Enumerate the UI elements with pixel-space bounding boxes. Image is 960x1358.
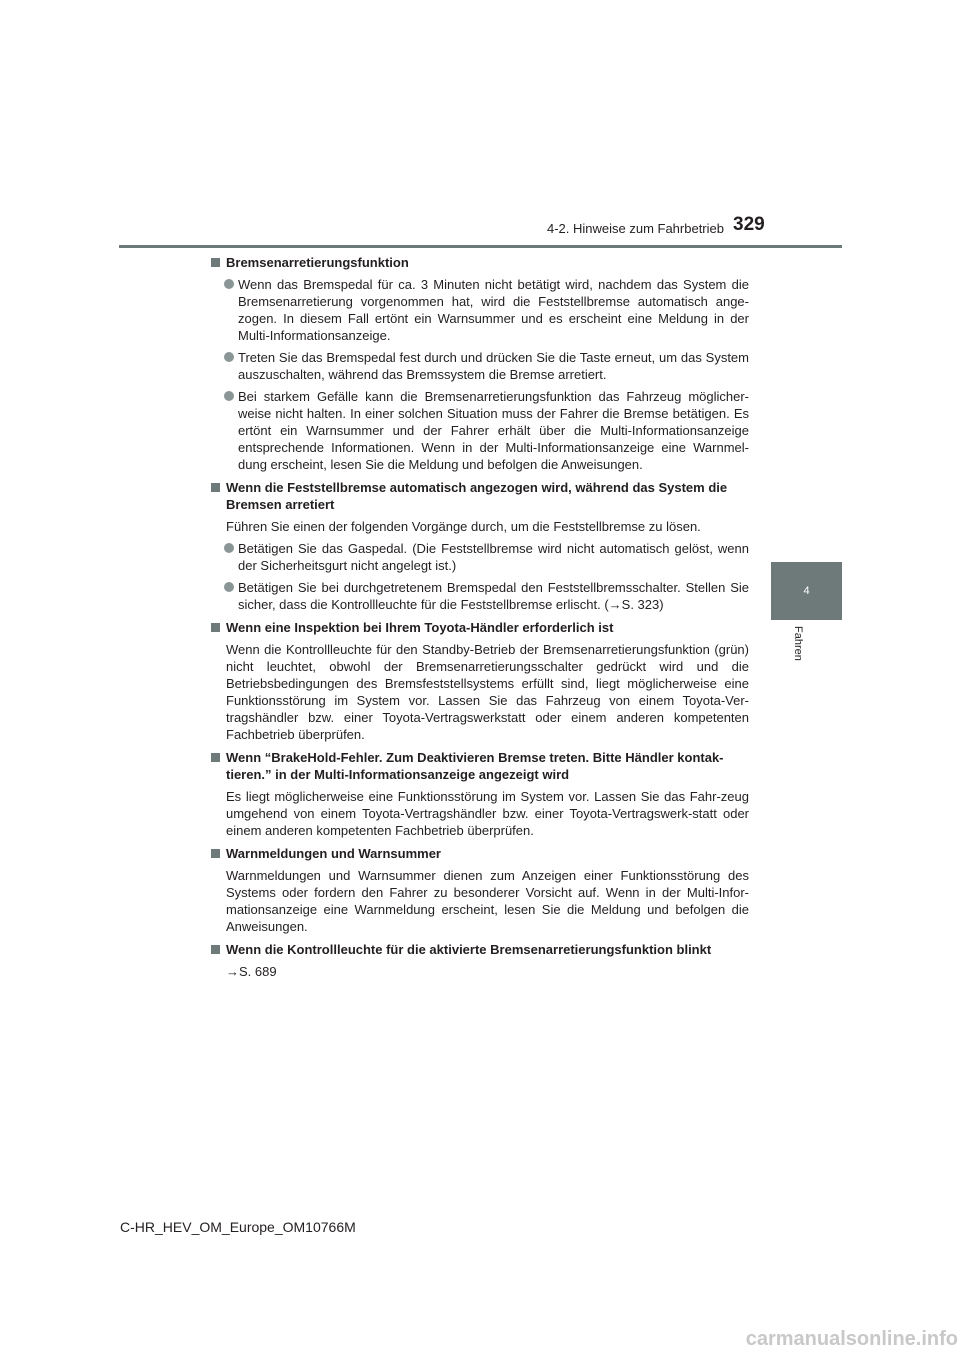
square-bullet-icon [211,945,220,954]
bullet-text: Wenn das Bremspedal für ca. 3 Minuten nicht betätigt wird, nachdem das System die Bremsenarretierung vorgenommen hat, wird die Feststellbremse automatisch ange-zogen. In diesem Fall ertönt ein Warnsummer und es erscheint eine Meldung in der Multi-Informationsanzeige. [238,277,749,343]
round-bullet-icon [224,582,234,592]
section-warnings [211,845,749,935]
round-bullet-icon [224,279,234,289]
section-title [211,941,749,958]
bullet-item [211,579,749,613]
section-title [211,749,749,783]
running-header-section: 4-2. Hinweise zum Fahrbetrieb [546,221,724,236]
bullet-item [211,276,749,344]
bullet-text: Betätigen Sie das Gaspedal. (Die Feststellbremse wird nicht automatisch gelöst, wenn der Sicherheitsgurt nicht angelegt ist.) [238,541,749,573]
section-title [211,619,749,636]
section-brake-hold-function [211,254,749,473]
round-bullet-icon [224,391,234,401]
section-title [211,479,749,513]
square-bullet-icon [211,753,220,762]
bullet-item [211,388,749,473]
section-title-text: Wenn die Feststellbremse automatisch angezogen wird, während das System die Bremsen arretiert [226,480,728,512]
section-brakehold-error [211,749,749,839]
section-indicator-blinks [211,941,749,980]
bullet-text: Treten Sie das Bremspedal fest durch und drücken Sie die Taste erneut, um das System auszuschalten, während das Bremssystem die Bremse arretiert. [238,350,749,382]
watermark: carmanualsonline.info [745,1328,958,1350]
square-bullet-icon [211,623,220,632]
square-bullet-icon [211,849,220,858]
bullet-text: Betätigen Sie bei durchgetretenem Bremspedal den Feststellbremsschalter. Stellen Sie sicher, dass die Kontrollleuchte für die Feststellbremse erlischt. (→S. 323) [238,580,749,612]
document-id: C-HR_HEV_OM_Europe_OM10766M [120,1219,356,1235]
section-text: Warnmeldungen und Warnsummer dienen zum Anzeigen einer Funktionsstörung des Systems oder fordern den Fahrer zu besonderer Vorsicht auf. Wenn in der Multi-Infor-mationsanzeige eine Warnmeldung erscheint, lesen Sie die Meldung und befolgen die Anweisungen. [226,868,749,934]
square-bullet-icon [211,483,220,492]
bullet-text: Bei starkem Gefälle kann die Bremsenarretierungsfunktion das Fahrzeug möglicher-weise nicht halten. In einer solchen Situation muss der Fahrer die Bremse betätigen. Es ertönt ein Warnsummer und der Fahrer erhält über die Multi-Informationsanzeige entsprechende Informationen. Wenn in der Multi-Informationsanzeige eine Warnmel-dung erscheint, lesen Sie die Meldung und befolgen die Anweisungen. [238,389,749,472]
square-bullet-icon [211,258,220,267]
section-title-text: Wenn die Kontrollleuchte für die aktivierte Bremsenarretierungsfunktion blinkt [226,942,712,957]
section-title-text: Wenn eine Inspektion bei Ihrem Toyota-Händler erforderlich ist [226,620,614,635]
section-title-text: Warnmeldungen und Warnsummer [226,846,441,861]
section-parking-brake-auto [211,479,749,613]
page-reference-link[interactable]: →S. 689 [226,964,277,979]
section-title [211,254,749,271]
section-text: Wenn die Kontrollleuchte für den Standby-Betrieb der Bremsenarretierungsfunktion (grün) nicht leuchtet, obwohl der Bremsenarretierungsschalter gedrückt wird und die Betriebsbedingungen des Bremsfeststellsystems erfüllt sind, liegt möglicherweise eine Funktionsstörung im System vor. Lassen Sie das Fahrzeug von einem Toyota-Ver-tragshändler bzw. einer Toyota-Vertragswerkstatt oder einem anderen kompetenten Fachbetrieb überprüfen. [226,642,749,742]
bullet-item [211,540,749,574]
chapter-tab[interactable]: 4 [771,562,842,620]
section-intro: Führen Sie einen der folgenden Vorgänge durch, um die Feststellbremse zu lösen. [226,519,701,534]
bullet-item [211,349,749,383]
section-title [211,845,749,862]
round-bullet-icon [224,352,234,362]
section-inspection-required [211,619,749,743]
section-text: Es liegt möglicherweise eine Funktionsstörung im System vor. Lassen Sie das Fahr-zeug umgehend von einem Toyota-Vertragshändler bzw. einer Toyota-Vertragswerk-statt oder einem anderen kompetenten Fachbetrieb überprüfen. [226,789,749,838]
round-bullet-icon [224,543,234,553]
section-title-text: Bremsenarretierungsfunktion [226,255,409,270]
section-title-text: Wenn “BrakeHold-Fehler. Zum Deaktivieren Bremse treten. Bitte Händler kontak-tieren.” in der Multi-Informationsanzeige angezeigt wird [226,750,724,782]
chapter-label: Fahren [792,626,804,661]
page-content [211,254,749,986]
header-divider [119,245,842,248]
page-number: 329 [733,214,765,235]
